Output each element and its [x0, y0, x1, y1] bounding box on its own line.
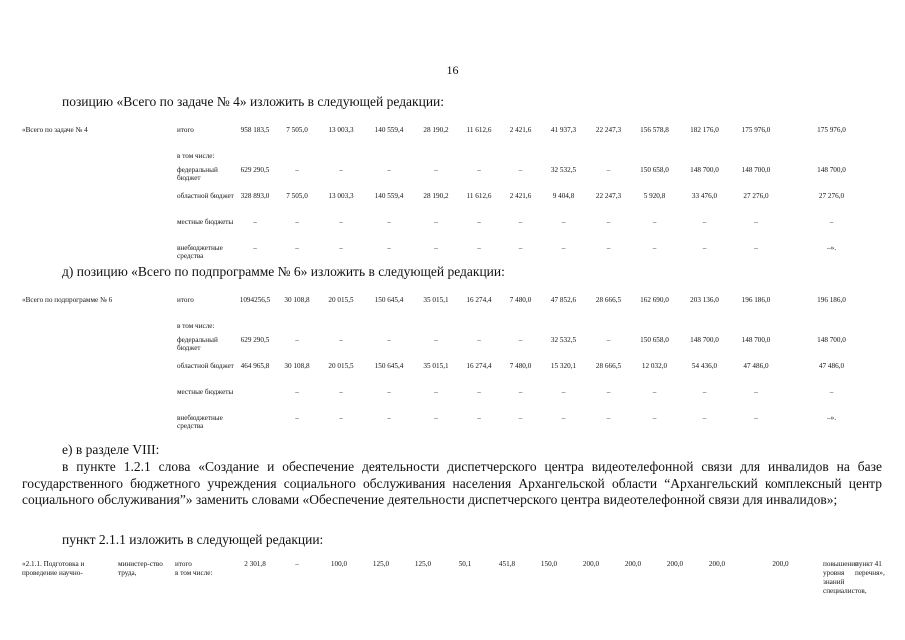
value-cell: [414, 152, 458, 166]
value-cell: 7 505,0: [286, 126, 308, 134]
value-cell: –: [434, 336, 438, 344]
row-label: итого: [175, 560, 192, 568]
cell-measure-name: «2.1.1. Подготовка и проведение научно-: [22, 560, 85, 577]
value-cell: [586, 322, 631, 336]
value-cell: 41 937,3: [550, 126, 577, 134]
cell-link: пункт 41 перечня»,: [855, 560, 885, 577]
value-cell: 200,0: [624, 560, 642, 568]
value-cell: 7 480,0: [509, 296, 532, 304]
value-cell: 13 003,3: [328, 192, 354, 200]
value-cell: –: [295, 244, 299, 252]
value-cell: –: [387, 244, 391, 252]
value-cell: –: [295, 336, 299, 344]
value-cell: –: [434, 388, 438, 396]
value-cell: 16 274,4: [466, 362, 492, 370]
value-cell: –: [295, 560, 299, 568]
table-task4-body: [22, 126, 882, 270]
value-cell: [541, 152, 586, 166]
value-cell: 9 404,8: [552, 192, 575, 200]
value-cell: –: [477, 244, 481, 252]
value-cell: 27 276,0: [818, 192, 845, 200]
cell-title: «Всего по задаче № 4: [22, 126, 88, 134]
value-cell: 32 532,5: [550, 166, 577, 174]
value-cell: –: [702, 218, 707, 226]
value-cell: [631, 322, 678, 336]
value-cell: 11 612,6: [466, 192, 492, 200]
row-label: итого: [177, 296, 194, 304]
cell-executor: министер-ство труда,: [118, 560, 163, 577]
value-cell: –: [477, 166, 481, 174]
value-cell: 2 301,8: [244, 560, 266, 568]
value-cell: –: [754, 414, 758, 422]
value-cell: 464 965,8: [240, 362, 270, 370]
value-cell: 5 920,8: [643, 192, 666, 200]
value-cell: 175 976,0: [741, 126, 771, 134]
value-cell: [731, 152, 781, 166]
value-cell: [364, 152, 414, 166]
value-cell: 28 190,2: [423, 192, 449, 200]
paragraph-item-1-2-1: в пункте 1.2.1 слова «Создание и обеспечение деятельности диспетчерского центра видеотелефонной связи для инвалидов на базе государственного бюджетного учреждения социального обслуживания населения Архангельской области “Архангельский комплексный центр социального обслуживания”» заменить словами «Обеспечение деятельности диспетчерского центра видеотелефонной связи для инвалидов»;: [22, 459, 882, 507]
value-cell: –: [387, 336, 391, 344]
value-cell: –: [477, 218, 481, 226]
table-row: [22, 336, 882, 362]
value-cell: 2 421,6: [509, 192, 532, 200]
value-cell: 16 274,4: [466, 296, 492, 304]
value-cell: –: [253, 218, 257, 226]
value-cell: [458, 152, 500, 166]
value-cell: –: [652, 414, 657, 422]
value-cell: –: [295, 218, 299, 226]
value-cell: –: [518, 166, 523, 174]
table-row: [22, 322, 882, 336]
value-cell: 175 976,0: [817, 126, 846, 134]
value-cell: –: [606, 218, 611, 226]
value-cell: –: [518, 244, 523, 252]
value-cell: –: [295, 388, 299, 396]
value-cell: 182 176,0: [690, 126, 719, 134]
value-cell: 451,8: [498, 560, 516, 568]
paragraph-task4-intro: позицию «Всего по задаче № 4» изложить в следующей редакции:: [62, 94, 445, 109]
row-label: в том числе:: [177, 152, 215, 160]
value-cell: 140 559,4: [374, 126, 404, 134]
value-cell: 148 700,0: [690, 166, 719, 174]
value-cell: 28 190,2: [423, 126, 449, 134]
value-cell: [364, 322, 414, 336]
value-cell: –: [387, 414, 391, 422]
row-label: внебюджетные средства: [177, 244, 223, 261]
value-cell: –: [606, 414, 611, 422]
value-cell: 125,0: [372, 560, 390, 568]
value-cell: 629 290,5: [240, 166, 270, 174]
value-cell: –: [518, 388, 523, 396]
value-cell: 33 476,0: [691, 192, 718, 200]
value-cell: 30 108,8: [284, 296, 310, 304]
value-cell: –: [561, 414, 566, 422]
value-cell: –: [477, 414, 481, 422]
value-cell: 100,0: [330, 560, 348, 568]
value-cell: 958 183,5: [240, 126, 270, 134]
value-cell: –: [295, 414, 299, 422]
value-cell: [541, 322, 586, 336]
value-cell: 196 186,0: [741, 296, 771, 304]
row-label: в том числе:: [175, 569, 213, 577]
value-cell: 30 108,8: [284, 362, 310, 370]
cell-title: [22, 322, 177, 336]
value-cell: 125,0: [414, 560, 432, 568]
value-cell: 47 852,6: [550, 296, 577, 304]
row-label: областной бюджет: [177, 362, 234, 370]
value-cell: –: [702, 388, 707, 396]
value-cell: –: [606, 166, 611, 174]
table-item-2-1-1: [22, 560, 892, 596]
value-cell: [678, 152, 731, 166]
value-cell: 148 700,0: [690, 336, 719, 344]
value-cell: 47 486,0: [743, 362, 769, 370]
table-row: [22, 388, 882, 414]
value-cell: [781, 322, 882, 336]
value-cell: –: [339, 166, 343, 174]
paragraph-item-2-1-1-intro: пункт 2.1.1 изложить в следующей редакции:: [62, 532, 324, 547]
paragraph-section8: е) в разделе VIII:: [62, 442, 160, 457]
value-cell: 150,0: [540, 560, 558, 568]
row-label: итого: [177, 126, 194, 134]
value-cell: 7 505,0: [286, 192, 308, 200]
row-label: в том числе:: [177, 322, 215, 330]
cell-title: [22, 166, 177, 192]
value-cell: 15 320,1: [550, 362, 577, 370]
table-subprogram6-body: [22, 296, 882, 440]
row-label: местные бюджеты: [177, 388, 234, 396]
value-cell: 28 666,5: [595, 362, 622, 370]
value-cell: 2 421,6: [509, 126, 532, 134]
cell-expected-result: повышение уровня знаний специалистов,: [823, 560, 867, 595]
value-cell: –».: [827, 414, 836, 422]
value-cell: 27 276,0: [743, 192, 769, 200]
value-cell: –: [434, 166, 438, 174]
value-cell: 28 666,5: [595, 296, 622, 304]
value-cell: [276, 322, 318, 336]
value-cell: –: [561, 244, 566, 252]
value-cell: 196 186,0: [817, 296, 846, 304]
value-cell: –: [434, 218, 438, 226]
value-cell: –: [606, 244, 611, 252]
value-cell: [276, 152, 318, 166]
value-cell: 22 247,3: [595, 126, 622, 134]
value-cell: [318, 322, 364, 336]
value-cell: –: [518, 414, 523, 422]
value-cell: –: [477, 388, 481, 396]
cell-title: [22, 362, 177, 388]
cell-title: [22, 192, 177, 218]
value-cell: [731, 322, 781, 336]
value-cell: [500, 322, 541, 336]
cell-row-labels: [175, 560, 234, 596]
value-cell: [586, 152, 631, 166]
cell-title: [22, 152, 177, 166]
value-cell: [631, 152, 678, 166]
value-cell: 150 658,0: [640, 166, 669, 174]
value-cell: [318, 152, 364, 166]
value-cell: 1094256,5: [239, 296, 271, 304]
cell-title: [22, 388, 177, 414]
table-row: [22, 362, 882, 388]
value-cell: 148 700,0: [817, 336, 846, 344]
value-cell: 32 532,5: [550, 336, 577, 344]
table-row: [22, 166, 882, 192]
value-cell: 22 247,3: [595, 192, 622, 200]
value-cell: 7 480,0: [509, 362, 532, 370]
table-row: [22, 192, 882, 218]
value-cell: 150 645,4: [374, 296, 404, 304]
table-row: [22, 152, 882, 166]
value-cell: 35 015,1: [423, 296, 449, 304]
value-cell: 13 003,3: [328, 126, 354, 134]
table-row: [22, 126, 882, 152]
value-cell: –: [518, 336, 523, 344]
value-cell: –: [387, 218, 391, 226]
value-cell: 50,1: [458, 560, 472, 568]
value-cell: [678, 322, 731, 336]
cell-title: [22, 218, 177, 244]
value-cell: 148 700,0: [741, 336, 771, 344]
value-cell: –: [434, 244, 438, 252]
value-cell: 200,0: [708, 560, 726, 568]
value-cell: –: [295, 166, 299, 174]
value-cell: –: [754, 218, 758, 226]
value-cell: [500, 152, 541, 166]
value-cell: –: [561, 388, 566, 396]
value-cell: 54 436,0: [691, 362, 718, 370]
value-cell: [234, 322, 276, 336]
table-row: [22, 218, 882, 244]
row-label: федеральный бюджет: [177, 166, 218, 183]
value-cell: –: [652, 218, 657, 226]
value-cell: 47 486,0: [818, 362, 845, 370]
row-label: внебюджетные средства: [177, 414, 223, 431]
value-cell: 200,0: [582, 560, 600, 568]
table-subprogram6: [22, 296, 882, 440]
cell-title: [22, 336, 177, 362]
value-cell: –: [829, 388, 834, 396]
value-cell: [781, 152, 882, 166]
value-cell: 148 700,0: [817, 166, 846, 174]
value-cell: [234, 388, 276, 414]
value-cell: –: [339, 244, 343, 252]
value-cell: 148 700,0: [741, 166, 771, 174]
value-cell: 150 658,0: [640, 336, 669, 344]
value-cell: 629 290,5: [240, 336, 270, 344]
value-cell: 203 136,0: [690, 296, 719, 304]
value-cell: –: [754, 244, 758, 252]
value-cell: –: [606, 388, 611, 396]
paragraph-subprogram6-intro: д) позицию «Всего по подпрограмме № 6» изложить в следующей редакции:: [62, 264, 505, 279]
value-cell: –: [702, 414, 707, 422]
value-cell: 200,0: [772, 560, 789, 568]
value-cell: –: [702, 244, 707, 252]
table-row: [22, 296, 882, 322]
value-cell: [414, 322, 458, 336]
value-cell: 140 559,4: [374, 192, 404, 200]
value-cell: –: [754, 388, 758, 396]
value-cell: 328 893,0: [240, 192, 270, 200]
cell-title: [22, 414, 177, 440]
value-cell: 150 645,4: [374, 362, 404, 370]
value-cell: 156 578,8: [640, 126, 669, 134]
value-cell: 200,0: [666, 560, 684, 568]
value-cell: –: [652, 244, 657, 252]
table-task4: [22, 126, 882, 270]
table-row: [22, 414, 882, 440]
value-cell: [458, 322, 500, 336]
value-cell: –: [652, 388, 657, 396]
value-cell: –: [518, 218, 523, 226]
value-cell: 11 612,6: [466, 126, 492, 134]
value-cell: 35 015,1: [423, 362, 449, 370]
value-cell: 20 015,5: [328, 296, 354, 304]
cell-title: «Всего по подпрограмме № 6: [22, 296, 113, 304]
value-cell: –: [477, 336, 481, 344]
row-label: местные бюджеты: [177, 218, 234, 226]
value-cell: –: [387, 388, 391, 396]
value-cell: –: [829, 218, 834, 226]
row-label: областной бюджет: [177, 192, 234, 200]
value-cell: –».: [827, 244, 836, 252]
value-cell: –: [339, 336, 343, 344]
table-row: [22, 560, 892, 596]
value-cell: 162 690,0: [640, 296, 669, 304]
value-cell: –: [339, 218, 343, 226]
value-cell: –: [434, 414, 438, 422]
page-number: 16: [446, 63, 459, 77]
value-cell: 20 015,5: [328, 362, 354, 370]
row-label: федеральный бюджет: [177, 336, 218, 353]
value-cell: –: [339, 414, 343, 422]
value-cell: –: [606, 336, 611, 344]
value-cell: –: [561, 218, 566, 226]
value-cell: [234, 414, 276, 440]
value-cell: [234, 152, 276, 166]
value-cell: –: [339, 388, 343, 396]
value-cell: 12 032,0: [641, 362, 668, 370]
value-cell: –: [387, 166, 391, 174]
value-cell: –: [253, 244, 257, 252]
